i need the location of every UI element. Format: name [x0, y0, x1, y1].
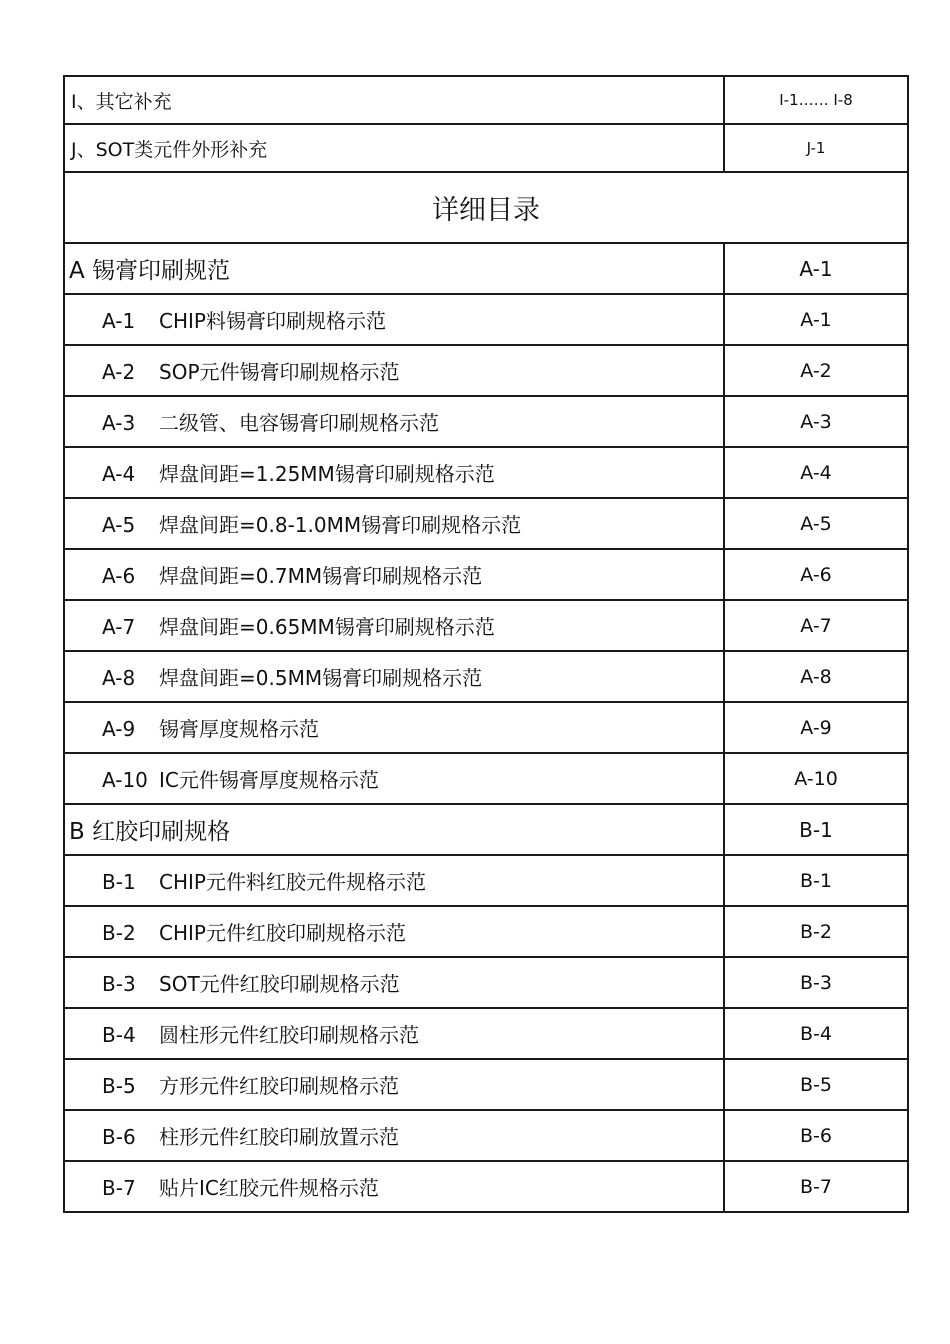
item-title: 锡膏厚度规格示范: [159, 717, 319, 741]
item-row: [64, 702, 908, 753]
item-row: [64, 1161, 908, 1212]
item-row: [64, 1008, 908, 1059]
item-page: A-9: [724, 702, 908, 753]
item-title: 焊盘间距=0.8-1.0MM锡膏印刷规格示范: [159, 513, 522, 537]
item-title: 焊盘间距=0.5MM锡膏印刷规格示范: [159, 666, 483, 690]
item-row: [64, 498, 908, 549]
item-page: A-2: [724, 345, 908, 396]
item-title: IC元件锡膏厚度规格示范: [159, 768, 379, 792]
item-title-cell: [64, 753, 724, 804]
item-code: B-2: [102, 921, 136, 945]
item-title-cell: [64, 651, 724, 702]
item-title-cell: [64, 957, 724, 1008]
section-page: A-1: [724, 243, 908, 294]
toc-row-title: J、SOT类元件外形补充: [64, 124, 724, 172]
item-row: [64, 957, 908, 1008]
section-row: [64, 243, 908, 294]
toc-table: [63, 75, 909, 1213]
item-page: A-3: [724, 396, 908, 447]
item-code: B-5: [102, 1074, 136, 1098]
item-code: B-1: [102, 870, 136, 894]
item-page: B-3: [724, 957, 908, 1008]
item-title: 方形元件红胶印刷规格示范: [159, 1074, 399, 1098]
item-code: B-7: [102, 1176, 136, 1200]
item-row: [64, 1110, 908, 1161]
section-title: A 锡膏印刷规范: [64, 243, 724, 294]
toc-body: [64, 76, 908, 1212]
item-code: A-5: [102, 513, 136, 537]
item-page: A-6: [724, 549, 908, 600]
item-page: A-7: [724, 600, 908, 651]
item-row: [64, 1059, 908, 1110]
item-row: [64, 651, 908, 702]
item-code: A-3: [102, 411, 136, 435]
section-title: B 红胶印刷规格: [64, 804, 724, 855]
item-title-cell: [64, 294, 724, 345]
item-page: A-8: [724, 651, 908, 702]
section-row: [64, 804, 908, 855]
item-title: 焊盘间距=0.65MM锡膏印刷规格示范: [159, 615, 495, 639]
item-page: B-4: [724, 1008, 908, 1059]
item-title: SOP元件锡膏印刷规格示范: [159, 360, 400, 384]
item-title: 圆柱形元件红胶印刷规格示范: [159, 1023, 419, 1047]
item-code: B-6: [102, 1125, 136, 1149]
toc-heading-row: [64, 172, 908, 243]
item-page: A-4: [724, 447, 908, 498]
item-title: 焊盘间距=0.7MM锡膏印刷规格示范: [159, 564, 483, 588]
item-title-cell: [64, 447, 724, 498]
item-row: [64, 294, 908, 345]
item-row: [64, 447, 908, 498]
item-page: A-1: [724, 294, 908, 345]
item-row: [64, 396, 908, 447]
item-code: A-8: [102, 666, 136, 690]
item-title-cell: [64, 345, 724, 396]
item-title: 贴片IC红胶元件规格示范: [159, 1176, 379, 1200]
item-code: A-1: [102, 309, 136, 333]
item-row: [64, 600, 908, 651]
item-title: 焊盘间距=1.25MM锡膏印刷规格示范: [159, 462, 495, 486]
item-title-cell: [64, 855, 724, 906]
item-title-cell: [64, 498, 724, 549]
item-row: [64, 549, 908, 600]
item-code: A-6: [102, 564, 136, 588]
item-title: SOT元件红胶印刷规格示范: [159, 972, 400, 996]
item-code: A-7: [102, 615, 136, 639]
toc-row: [64, 76, 908, 124]
item-title: CHIP元件料红胶元件规格示范: [159, 870, 426, 894]
item-row: [64, 753, 908, 804]
item-title: 二级管、电容锡膏印刷规格示范: [159, 411, 439, 435]
item-title: 柱形元件红胶印刷放置示范: [159, 1125, 399, 1149]
item-page: B-5: [724, 1059, 908, 1110]
item-row: [64, 345, 908, 396]
item-title-cell: [64, 906, 724, 957]
item-page: A-5: [724, 498, 908, 549]
toc-row: [64, 124, 908, 172]
toc-row-page: J-1: [724, 124, 908, 172]
item-page: B-1: [724, 855, 908, 906]
item-code: A-4: [102, 462, 136, 486]
item-page: B-2: [724, 906, 908, 957]
item-title-cell: [64, 549, 724, 600]
item-row: [64, 855, 908, 906]
item-page: A-10: [724, 753, 908, 804]
item-title: CHIP料锡膏印刷规格示范: [159, 309, 386, 333]
item-page: B-6: [724, 1110, 908, 1161]
item-title-cell: [64, 1161, 724, 1212]
item-title-cell: [64, 1008, 724, 1059]
item-title: CHIP元件红胶印刷规格示范: [159, 921, 406, 945]
toc-row-page: I-1…… I-8: [724, 76, 908, 124]
item-code: B-3: [102, 972, 136, 996]
item-code: B-4: [102, 1023, 136, 1047]
item-code: A-9: [102, 717, 136, 741]
item-title-cell: [64, 1059, 724, 1110]
section-page: B-1: [724, 804, 908, 855]
toc-heading: 详细目录: [64, 172, 908, 243]
item-row: [64, 906, 908, 957]
toc-row-title: I、其它补充: [64, 76, 724, 124]
item-title-cell: [64, 600, 724, 651]
item-code: A-10: [102, 768, 148, 792]
item-title-cell: [64, 702, 724, 753]
item-title-cell: [64, 396, 724, 447]
item-title-cell: [64, 1110, 724, 1161]
item-code: A-2: [102, 360, 136, 384]
item-page: B-7: [724, 1161, 908, 1212]
